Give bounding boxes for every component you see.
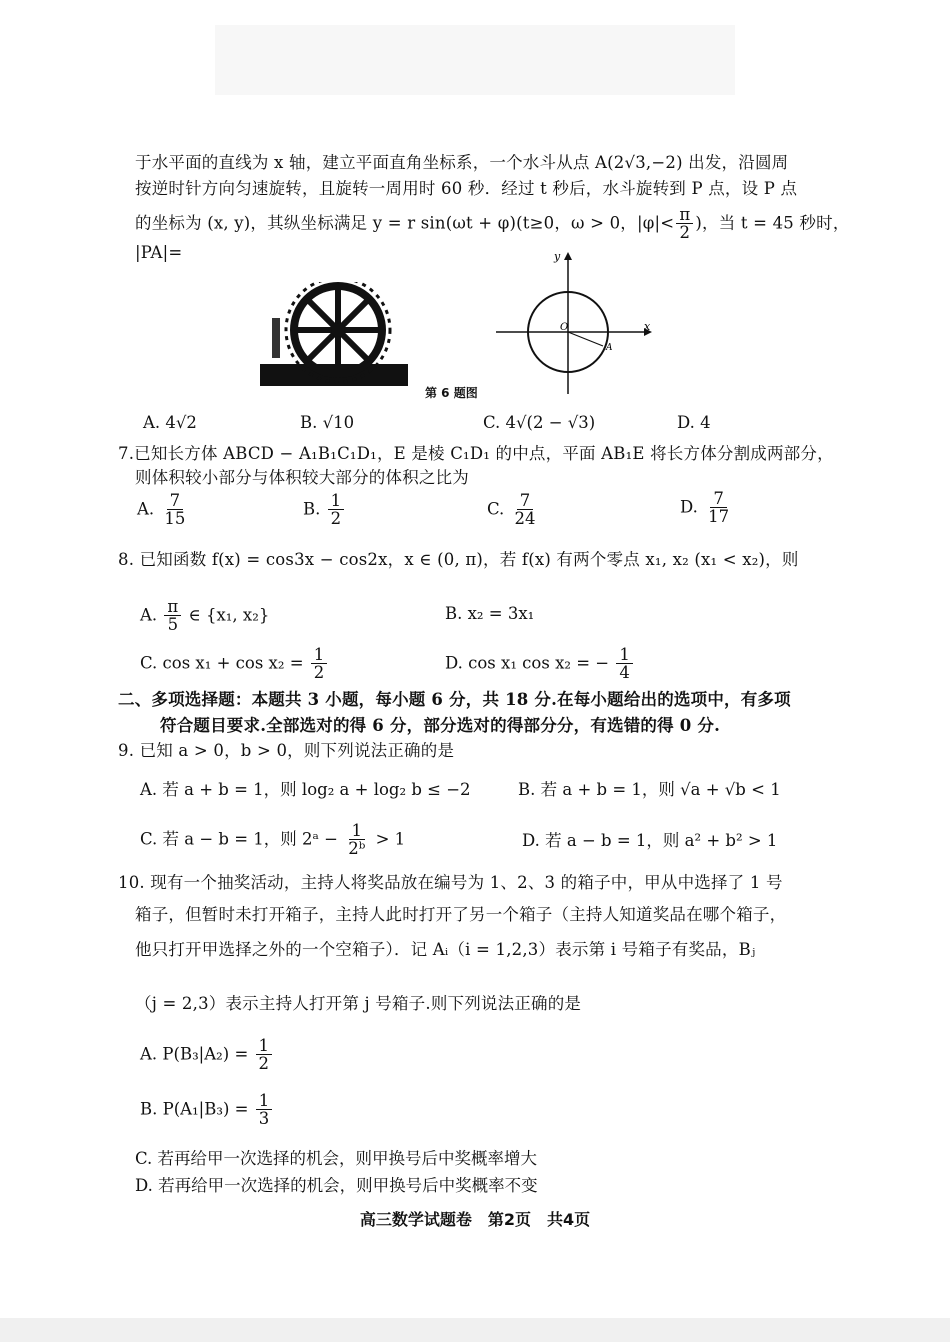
frac-numerator: 1 [349, 822, 366, 840]
y-axis-label: y [554, 250, 561, 263]
q10-option-d: D. 若再给甲一次选择的机会，则甲换号后中奖概率不变 [135, 1176, 538, 1195]
frac-denominator: 2 [679, 223, 691, 243]
option-fraction [345, 822, 368, 858]
radius-to-a [568, 332, 603, 346]
q10-line-4: （j = 2,3）表示主持人打开第 j 号箱子.则下列说法正确的是 [135, 994, 582, 1013]
q10-option-a [140, 1037, 274, 1073]
point-a-label: A [606, 343, 613, 353]
q8-option-d [445, 646, 635, 682]
wheel-hub [331, 323, 345, 337]
option-label: B. [303, 499, 321, 519]
frac-numerator: π [164, 598, 181, 616]
frac-numerator: 7 [710, 490, 727, 508]
q6-option-b: B. √10 [300, 413, 355, 432]
frac-denominator: 2 [330, 509, 342, 529]
option-text-a: C. 若 a − b = 1，则 2ᵃ − [140, 829, 338, 849]
frac-denominator: 4 [619, 663, 630, 683]
option-label: D. cos x₁ cos x₂ = − [445, 653, 610, 673]
option-fraction [705, 490, 732, 526]
q8-option-c [140, 646, 329, 682]
frac-denominator: 17 [708, 507, 730, 527]
frac-numerator: 1 [616, 646, 633, 664]
q6-pi-over-2 [676, 206, 693, 242]
q8-option-b: B. x₂ = 3x₁ [445, 604, 535, 623]
q9-option-b: B. 若 a + b = 1，则 √a + √b < 1 [518, 780, 781, 799]
q6-option-c: C. 4√(2 − √3) [483, 413, 596, 432]
option-label: C. cos x₁ + cos x₂ = [140, 653, 304, 673]
frac-numerator: 7 [517, 492, 534, 510]
q10-line-3: 他只打开甲选择之外的一个空箱子）．记 Aᵢ（i = 1,2,3）表示第 i 号箱子有奖品，Bⱼ [135, 940, 756, 959]
y-axis-arrow [564, 252, 572, 260]
q10-option-b [140, 1092, 274, 1128]
q6-option-d: D. 4 [677, 413, 711, 432]
water-wheel-illustration [258, 282, 410, 390]
option-fraction [161, 492, 188, 528]
option-tail: ∈ {x₁, x₂} [188, 605, 270, 625]
q7-line-1: 7.已知长方体 ABCD − A₁B₁C₁D₁，E 是棱 C₁D₁ 的中点，平面 AB₁E 将长方体分割成两部分， [118, 444, 834, 463]
frac-numerator: 1 [256, 1037, 273, 1055]
q8-option-a [140, 598, 269, 634]
x-axis-label: x [644, 320, 651, 333]
frac-numerator: 7 [167, 492, 184, 510]
q10-line-1: 10. 现有一个抽奖活动，主持人将奖品放在编号为 1、2、3 的箱子中，甲从中选择了 1 号 [118, 873, 783, 892]
scan-shading-bottom [0, 1318, 950, 1342]
q6-line-4: |PA|= [135, 243, 183, 262]
wheel-post [272, 318, 280, 358]
origin-label: O [560, 322, 569, 333]
frac-numerator: 1 [311, 646, 328, 664]
page-footer: 高三数学试题卷 第2页 共4页 [359, 1210, 591, 1229]
option-fraction [256, 1092, 273, 1128]
q7-option-a [137, 492, 190, 528]
q7-option-b [303, 492, 346, 528]
frac-denominator: 3 [258, 1109, 270, 1129]
q9-option-c [140, 822, 405, 858]
option-text-b: > 1 [375, 829, 406, 849]
scan-shading-top [215, 25, 735, 95]
section2-heading-line-1: 二、多项选择题：本题共 3 小题，每小题 6 分，共 18 分.在每小题给出的选项中，有多项 [118, 690, 791, 709]
q6-line-3-text-a: 的坐标为 (x, y)，其纵坐标满足 y = r sin(ωt + φ)(t≥0，ω > 0，|φ|< [135, 213, 675, 233]
q6-line-3 [135, 206, 850, 242]
frac-numerator: 1 [256, 1092, 273, 1110]
frac-numerator: 1 [328, 492, 345, 510]
figure-caption: 第 6 题图 [425, 386, 478, 400]
frac-denominator: 2 [313, 663, 325, 683]
option-label: C. [487, 499, 505, 519]
frac-denominator: 24 [514, 509, 536, 529]
q6-option-a: A. 4√2 [143, 413, 197, 432]
option-fraction [512, 492, 539, 528]
frac-denominator: 15 [164, 509, 186, 529]
option-label: A. [140, 605, 158, 625]
option-label: D. [680, 497, 698, 517]
option-fraction [256, 1037, 273, 1073]
option-fraction [616, 646, 633, 682]
q6-line-2: 按逆时针方向匀速旋转，且旋转一周用时 60 秒．经过 t 秒后，水斗旋转到 P 点，设 P 点 [135, 179, 798, 198]
coordinate-circle-diagram [490, 246, 660, 396]
option-fraction [311, 646, 328, 682]
frac-numerator: π [676, 206, 693, 224]
section2-heading-line-2: 符合题目要求.全部选对的得 6 分，部分选对的得部分分，有选错的得 0 分. [160, 716, 721, 735]
q9-option-d: D. 若 a − b = 1，则 a² + b² > 1 [522, 831, 778, 850]
q7-option-d [680, 490, 734, 526]
q10-option-c: C. 若再给甲一次选择的机会，则甲换号后中奖概率增大 [135, 1149, 538, 1168]
q7-line-2: 则体积较小部分与体积较大部分的体积之比为 [135, 468, 469, 487]
option-label: A. [137, 499, 155, 519]
q10-line-2: 箱子，但暂时未打开箱子，主持人此时打开了另一个箱子（主持人知道奖品在哪个箱子， [135, 905, 787, 924]
q7-option-c [487, 492, 541, 528]
frac-denominator: 2 [258, 1054, 270, 1074]
option-fraction [164, 598, 181, 634]
option-fraction [328, 492, 345, 528]
option-label: B. P(A₁|B₃) = [140, 1099, 249, 1119]
q6-line-3-text-b: )，当 t = 45 秒时， [695, 213, 850, 233]
frac-denominator: 5 [167, 615, 179, 635]
frac-denominator: 2ᵇ [348, 839, 366, 859]
q9-line-1: 9. 已知 a > 0，b > 0，则下列说法正确的是 [118, 741, 455, 760]
q9-option-a: A. 若 a + b = 1，则 log₂ a + log₂ b ≤ −2 [140, 780, 471, 799]
option-label: A. P(B₃|A₂) = [140, 1044, 249, 1064]
q6-line-1: 于水平面的直线为 x 轴，建立平面直角坐标系，一个水斗从点 A(2√3,−2) 出发，沿圆周 [135, 153, 789, 172]
q8-line-1: 8. 已知函数 f(x) = cos3x − cos2x，x ∈ (0, π)，若 f(x) 有两个零点 x₁, x₂ (x₁ < x₂)，则 [118, 550, 799, 569]
